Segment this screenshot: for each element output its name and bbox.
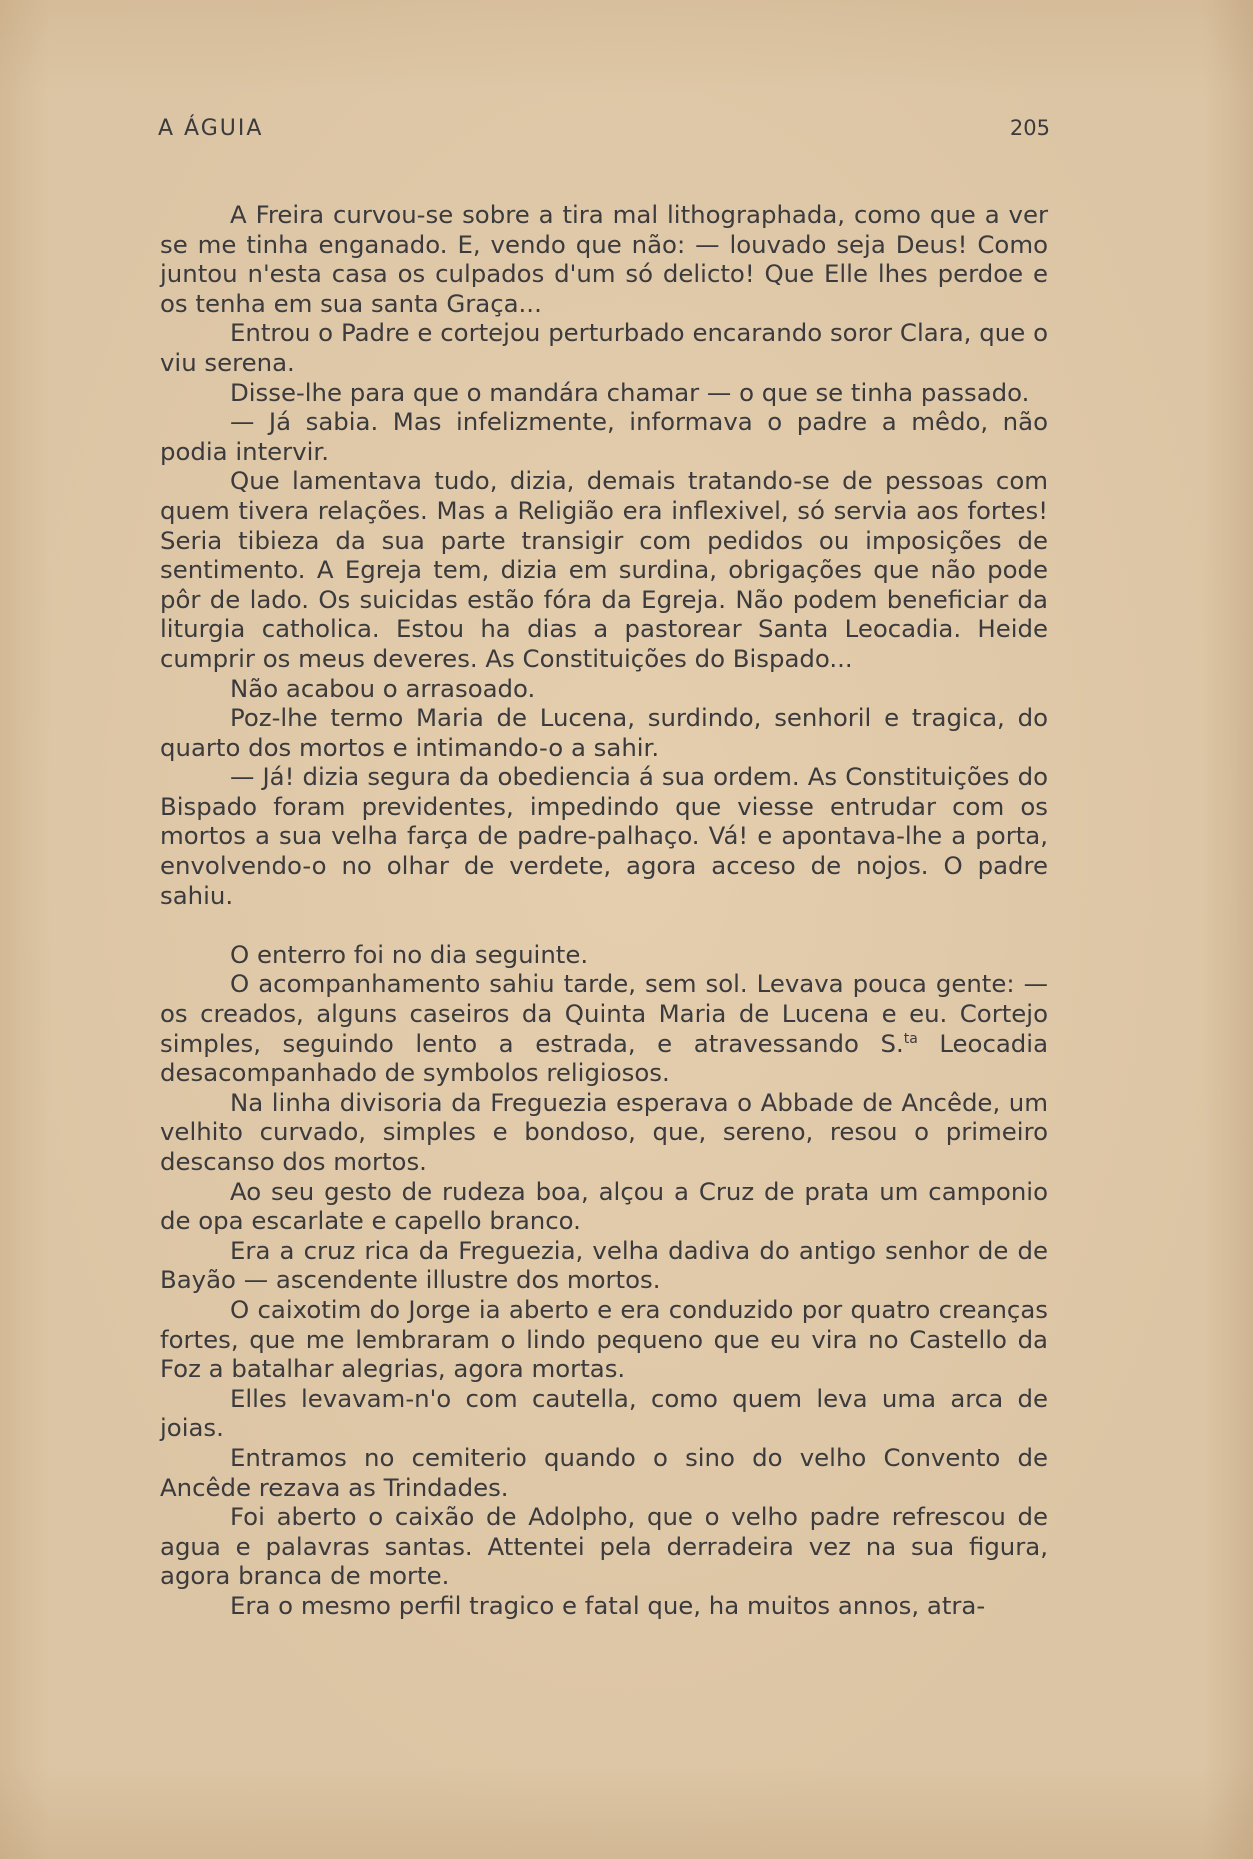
paragraph: Na linha divisoria da Freguezia esperava o Abbade de Ancêde, um velhito curvado, simples e bondoso, que, sereno, resou o primeiro descanso dos mortos. [160,1087,1048,1176]
paragraph: Era a cruz rica da Freguezia, velha dadiva do antigo senhor de de Bayão — ascendente illustre dos mortos. [160,1235,1048,1295]
paragraph: Entrou o Padre e cortejou perturbado encarando soror Clara, que o viu serena. [160,318,1048,377]
page-number: 205 [1009,116,1050,140]
paragraph: O caixotim do Jorge ia aberto e era conduzido por quatro creanças fortes, que me lembraram o lindo pequeno que eu vira no Castello da Foz a batalhar alegrias, agora mortas. [160,1294,1048,1384]
paragraph: — Já sabia. Mas infelizmente, informava o padre a mêdo, não podia intervir. [160,407,1048,466]
paragraph: Elles levavam-n'o com cautella, como quem leva uma arca de joias. [160,1383,1048,1443]
paragraph: Era o mesmo perfil tragico e fatal que, ha muitos annos, atra- [230,1590,986,1620]
paragraph: Que lamentava tudo, dizia, demais tratando-se de pessoas com quem tivera relações. Mas a Religião era inflexivel, só servia aos fortes! Seria tibieza da sua parte transigir com pedidos ou imposições de sentimento. A Egreja tem, dizia em surdina, obrigações que não pode pôr de lado. Os suicidas estão fóra da Egreja. Não podem beneficiar da liturgia catholica. Estou ha dias a pastorear Santa Leocadia. Heide cumprir os meus deveres. As Constituições do Bispado... [160,466,1048,673]
paragraph [160,969,1048,1087]
paragraph: Disse-lhe para que o mandára chamar — o que se tinha passado. [230,377,1030,407]
paragraph: O enterro foi no dia seguinte. [230,939,589,969]
running-title: A ÁGUIA [158,116,264,141]
paragraph: Poz-lhe termo Maria de Lucena, surdindo, senhoril e tragica, do quarto dos mortos e intimando-o a sahir. [160,703,1048,762]
paragraph: Não acabou o arrasoado. [230,673,536,703]
abbreviation-superscript: ta [903,1030,918,1047]
body-text [160,200,1048,1621]
paragraph-text: O acompanhamento sahiu tarde, sem sol. Levava pouca gente: — os creados, alguns caseiros da Quinta Maria de Lucena e eu. Cortejo simples, seguindo lento a estrada, e atravessando S. [160,969,1048,1058]
paragraph: A Freira curvou-se sobre a tira mal lithographada, como que a ver se me tinha enganado. E, vendo que não: — louvado seja Deus! Como juntou n'esta casa os culpados d'um só delicto! Que Elle lhes perdoe e os tenha em sua santa Graça... [160,200,1048,318]
page-header [158,116,1050,152]
section-break [160,910,1048,940]
paragraph: Entramos no cemiterio quando o sino do velho Convento de Ancêde rezava as Trindades. [160,1442,1048,1502]
paragraph: Ao seu gesto de rudeza boa, alçou a Cruz de prata um camponio de opa escarlate e capello branco. [160,1176,1048,1236]
paragraph: — Já! dizia segura da obediencia á sua ordem. As Constituições do Bispado foram previdentes, impedindo que viesse entrudar com os mortos a sua velha farça de padre-palhaço. Vá! e apontava-lhe a porta, envolvendo-o no olhar de verdete, agora acceso de nojos. O padre sahiu. [160,762,1048,910]
paragraph-text-tail: Leocadia desacompanhado de symbolos religiosos. [160,1028,1049,1088]
paragraph: Foi aberto o caixão de Adolpho, que o velho padre refrescou de agua e palavras santas. Attentei pela derradeira vez na sua figura, agora branca de morte. [160,1502,1048,1591]
